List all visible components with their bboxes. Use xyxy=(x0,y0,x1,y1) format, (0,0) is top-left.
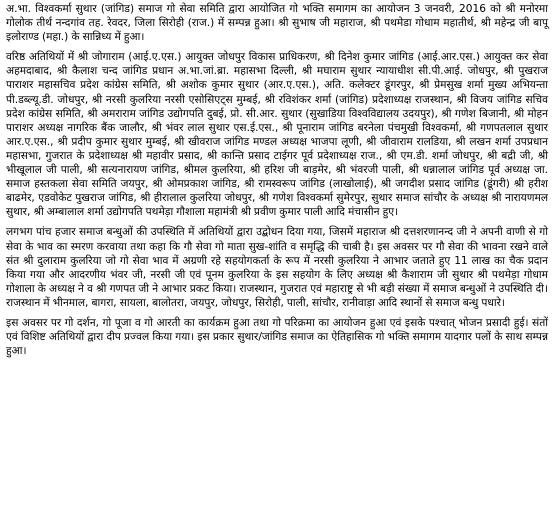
addresses-paragraph: लगभग पांच हजार समाज बन्धुओं की उपस्थिति में अतिथियों द्वारा उद्बोधन दिया गया, जिसमें महाराज श्री दत्तशरणानन्द जी ने अपनी वाणी से गो सेवा के भाव का स्मरण करवाया तथा कहा कि गौ सेवा गो माता सुख-शांति व समृद्धि की चाबी है। इस अवसर पर गौ सेवा की भावना रखने वाले संत श्री दुलाराम कुलरिया जो गो सेवा भाव में अग्रणी रहे सहयोगकर्ता के रूप में नरसी कुलरिया ने आभार जताते हुए 11 लाख का चैक प्रदान किया गया और आदरणीय भंवर जी, नरसी जी एवं पूनम कुलरिया के इस सहयोग के लिए अध्यक्ष श्री कैशाराम जी सुथार श्री पथमेड़ा गोधाम गोशाला के अध्यक्ष ने व श्री गणपत जी ने आभार प्रकट किया। राजस्थान, गुजरात एवं महाराष्ट्र से भी बड़ी संख्या में समाज बन्धुओं ने उपस्थिति दी। राजस्थान में भीनमाल, बागरा, सायला, बालोतरा, जयपुर, जोधपुर, सिरोही, पाली, सांचौर, रानीवाड़ा आदि स्थानों से समाज बन्धु पधारे। xyxy=(6,226,548,309)
guests-paragraph: वरिष्ठ अतिथियों में श्री जोगाराम (आई.ए.एस.) आयुक्त जोधपुर विकास प्राधिकरण, श्री दिनेश कुमार जांगिड (आई.आर.एस.) आयुक्त कर सेवा अहमदाबाद, श्री कैलाश चन्द जांगिड प्रधान अ.भा.जां.ब्रा. महासभा दिल्ली, श्री मघाराम सुथार न्यायाधीश सी.पी.आई. जोधपुर, श्री पुखराज पाराशर महासचिव प्रदेश कांग्रेस समिति, श्री अशोक कुमार सुथार (आर.ए.एस.), अति. कलेक्टर डूंगरपुर, श्री प्रेमसुख शर्मा मुख्य अभियन्ता पी.डब्ल्यू.डी. जोधपुर, श्री नरसी कुलरिया नरसी एसोसिएट्स मुम्बई, श्री रविशंकर शर्मा (जांगिड) प्रदेशाध्यक्ष राजस्थान, श्री विजय जांगिड सचिव प्रदेश कांग्रेस समिति, श्री अमराराम जांगिड उद्योगपति दुबई, प्रो. सी.आर. सुथार (सुखाडिया विश्वविद्यालय उदयपुर), श्री गणेश बिजानी, श्री मोहन पाराशर अध्यक्ष नागरिक बैंक जालौर, श्री भंवर लाल सुथार एस.ई.एस., श्री पूनाराम जांगिड बरनेला पंचमुखी विश्वकर्मा, श्री गणपतलाल सुथार आर.ए.एस., श्री प्रदीप कुमार सुथार मुम्बई, श्री खीवराज जांगिड मण्डल अध्यक्ष भाजपा लूणी, श्री जीवाराम रालडिया, श्री लखन शर्मा उपप्रधान महासभा, गुजरात के प्रदेशाध्यक्ष श्री महावीर प्रसाद, श्री कान्ति प्रसाद टाईगर पूर्व प्रदेशाध्यक्ष राज., श्री एम.डी. शर्मा जोधपुर, श्री बद्री जी, श्री भीखूलाल जी पाली, श्री सत्यनारायण जांगिड, श्रीमल कुलरिया, श्री हरिश जी बाड़मेर, श्री भंवरजी पाली, श्री धन्नालाल जांगिड पूर्व अध्यक्ष जा. समाज हस्तकला सेवा समिति जयपुर, श्री ओमप्रकाश जांगिड, श्री रामस्वरूप जांगिड (लाखोलाई), श्री जगदीश प्रसाद जांगिड (डूंगरी) श्री हरीश बाढमेर, एडवोकेट पुखराज जांगिड, श्री हीरालाल कुलरिया जोधपुर, श्री गणेश विश्वकर्मा सुमेरपुर, सुथार समाज सांचौर के अध्यक्ष श्री नारायणमल सुथार, श्री अम्बालाल शर्मा उद्योगपति पथमेड़ा गौशाला महामंत्री श्री प्रवीण कुमार पाली आदि मंचासीन हुए। xyxy=(6,51,548,219)
intro-paragraph: अ.भा. विश्वकर्मा सुथार (जांगिड) समाज गो सेवा समिति द्वारा आयोजित गो भक्ति समागम का आयोजन 3 जनवरी, 2016 को श्री मनोरमा गोलोक तीर्थ नन्दगांव तह. रेवदर, जिला सिरोही (राज.) में सम्पन्न हुआ। श्री सुभाष जी महाराज, श्री पथमेडा गोधाम महातीर्थ, श्री महेन्द्र जी बापू इलोराण्ड (महा.) के सान्निध्य में हुआ। xyxy=(6,3,548,44)
closing-paragraph: इस अवसर पर गो दर्शन, गो पूजा व गो आरती का कार्यक्रम हुआ तथा गो परिक्रमा का आयोजन हुआ एवं इसके पश्चात् भोजन प्रसादी हुई। संतों एवं विशिष्ट अतिथियों द्वारा दीप प्रज्वल किया गया। इस प्रकार सुथार/जांगिड समाज का ऐतिहासिक गो भक्ति समागम यादगार पलों के साथ सम्पन्न हुआ। xyxy=(6,316,548,358)
